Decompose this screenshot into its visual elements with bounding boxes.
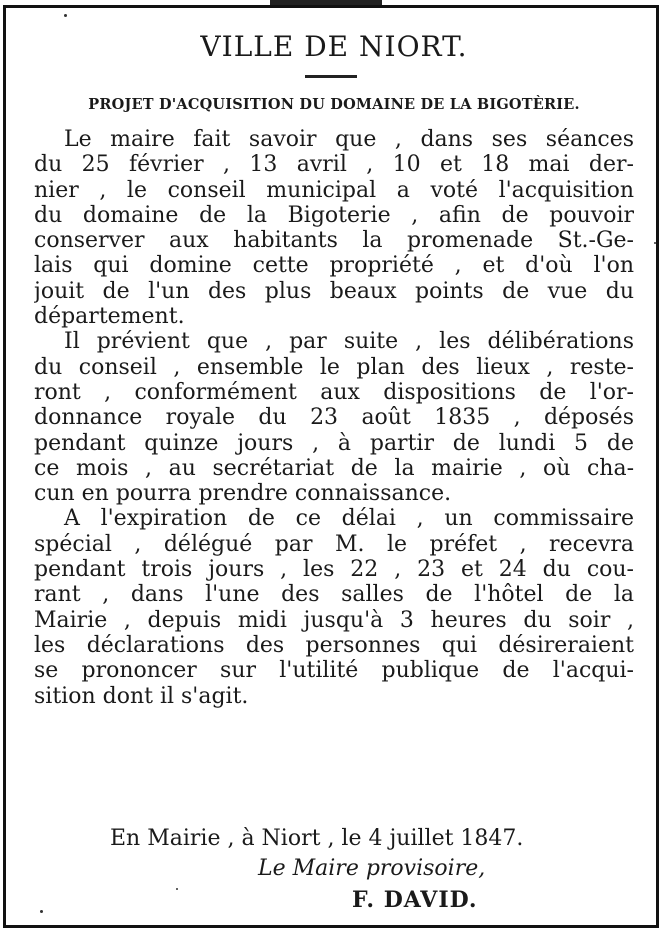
closing-place-date: En Mairie , à Niort , le 4 juillet 1847. (110, 826, 524, 851)
body-line: du 25 février , 13 avril , 10 et 18 mai der- (34, 152, 634, 178)
print-speck (176, 888, 178, 890)
body-line: spécial , délégué par M. le préfet , recevra (34, 531, 634, 557)
body-line: cun en pourra prendre connaissance. (34, 481, 452, 507)
body-line: donnance royale du 23 août 1835 , déposés (34, 405, 634, 431)
body-line: rant , dans l'une des salles de l'hôtel de la (34, 582, 634, 608)
print-speck (654, 242, 656, 244)
closing-role: Le Maire provisoire, (258, 856, 486, 881)
print-speck (40, 910, 43, 913)
body-line: se prononcer sur l'utilité publique de l'acqui- (34, 658, 634, 684)
body-line: du domaine de la Bigoterie , afin de pouvoir (34, 202, 634, 228)
body-line: pendant quinze jours , à partir de lundi 5 de (34, 430, 634, 456)
print-speck (64, 14, 67, 17)
notice-body (34, 127, 634, 709)
top-rule (270, 0, 382, 5)
body-line: Mairie , depuis midi jusqu'à 3 heures du soir , (34, 607, 634, 633)
body-line: pendant trois jours , les 22 , 23 et 24 du cou- (34, 557, 634, 583)
body-line: Il prévient que , par suite , les délibérations (64, 329, 634, 355)
body-line: du conseil , ensemble le plan des lieux , reste- (34, 354, 634, 380)
body-line: conserver aux habitants la promenade St.-Ge- (34, 228, 634, 254)
title-divider (305, 75, 357, 78)
body-line: ce mois , au secrétariat de la mairie , où cha- (34, 455, 634, 481)
body-line: nier , le conseil municipal a voté l'acquisition (34, 177, 634, 203)
body-line: sition dont il s'agit. (34, 683, 249, 709)
body-line: A l'expiration de ce délai , un commissaire (64, 506, 634, 532)
body-line: Le maire fait savoir que , dans ses séances (64, 127, 634, 152)
body-line: ront , conformément aux dispositions de l'or- (34, 379, 634, 405)
notice-subtitle: PROJET D'ACQUISITION DU DOMAINE DE LA BIGOTÈRIE. (88, 96, 580, 113)
signature: F. DAVID. (352, 887, 478, 913)
page-title: VILLE DE NIORT. (200, 30, 468, 63)
body-line: lais qui domine cette propriété , et d'où l'on (34, 253, 634, 279)
body-line: les déclarations des personnes qui désireraient (34, 632, 634, 658)
body-line: département. (34, 304, 185, 330)
body-line: jouit de l'un des plus beaux points de vue du (34, 278, 634, 304)
